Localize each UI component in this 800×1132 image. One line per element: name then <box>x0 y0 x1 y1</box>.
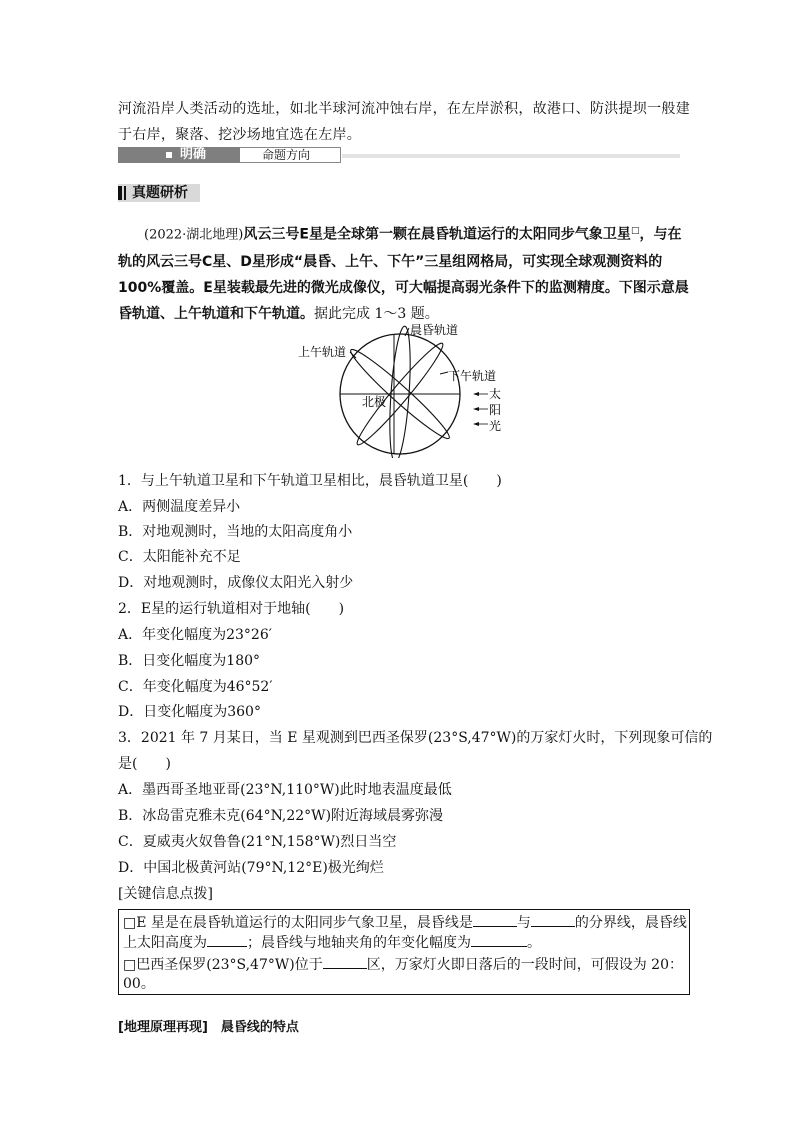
orbit-diagram <box>290 322 510 458</box>
q1-option-c: C．太阳能补充不足 <box>118 549 241 565</box>
question-2-stem: 2．E星的运行轨道相对于地轴( ) <box>118 601 345 617</box>
label-morning: 上午轨道 <box>298 345 347 359</box>
stem-bold: 风云三号E星是全球第一颗在晨昏轨道运行的太阳同步气象卫星 <box>243 226 631 243</box>
key-line-3-a: □巴西圣保罗(23°S,47°W)位于 <box>123 957 323 973</box>
key-line-1-c: 的分界线，晨昏线 <box>574 915 687 931</box>
blank-3 <box>207 932 247 947</box>
question-1-stem: 1．与上午轨道卫星和下午轨道卫星相比，晨昏轨道卫星( ) <box>118 473 502 489</box>
intro-paragraph: 河流沿岸人类活动的选址，如北半球河流冲蚀右岸，在左岸淤积，故港口、防洪提坝一般建于右岸，聚落、挖沙场地宜选在左岸。 <box>118 101 690 143</box>
key-line-1-b: 与 <box>516 915 531 931</box>
key-info-box <box>118 909 690 995</box>
key-line-2-c: 。 <box>527 935 541 951</box>
square-bullet-icon <box>166 152 172 158</box>
q1-option-a: A．两侧温度差异小 <box>118 499 241 515</box>
blank-4 <box>471 932 527 947</box>
sun-arrowhead-1 <box>473 392 479 396</box>
key-line-3-b: 区，万家灯火即日落后的一段时间，可假设为 20： <box>366 957 683 973</box>
label-sun-3: 光 <box>489 419 502 433</box>
question-3-stem-line1: 3．2021 年 7 月某日，当 E 星观测到巴西圣保罗(23°S,47°W)的万家灯火时，下列现象可信的 <box>118 730 713 746</box>
q3-option-a: A．墨西哥圣地亚哥(23°N,110°W)此时地表温度最低 <box>118 782 452 798</box>
stem-tail: 据此完成 1～3 题。 <box>314 305 439 322</box>
key-line-1 <box>123 912 687 933</box>
sun-arrowhead-2 <box>473 407 479 411</box>
sunlight-arrows <box>473 392 488 426</box>
principle-heading <box>118 1018 299 1038</box>
q3-option-c: C．夏威夷火奴鲁鲁(21°N,158°W)烈日当空 <box>118 834 397 850</box>
key-line-3 <box>123 954 687 975</box>
key-line-2-b: ；晨昏线与地轴夹角的年变化幅度为 <box>247 935 471 951</box>
label-afternoon: 下午轨道 <box>448 369 497 383</box>
q2-option-a: A．年变化幅度为23°26′ <box>118 627 272 643</box>
q3-option-d: D．中国北极黄河站(79°N,12°E)极光绚烂 <box>118 860 384 876</box>
q3-option-b: B．冰岛雷克雅未克(64°N,22°W)附近海域晨雾弥漫 <box>118 808 444 824</box>
banner-secondary-label: 命题方向 <box>262 148 311 162</box>
q1-option-d: D．对地观测时，成像仪太阳光入射少 <box>118 575 354 591</box>
question-stem <box>118 218 690 327</box>
heading-bar-icon-thin <box>124 186 126 200</box>
principle-title: 晨昏线的特点 <box>220 1020 299 1035</box>
q1-option-b: B．对地观测时，当地的太阳高度角小 <box>118 524 353 540</box>
label-dawn-dusk: 晨昏轨道 <box>410 323 459 337</box>
section-heading-label: 真题研析 <box>132 185 188 201</box>
footnote-mark: □ <box>630 226 640 236</box>
key-line-2-a: 上太阳高度为 <box>123 935 207 951</box>
blank-2 <box>531 912 575 927</box>
q2-option-b: B．日变化幅度为180° <box>118 653 261 669</box>
key-info-title: [关键信息点拨] <box>118 886 213 902</box>
heading-bar-icon <box>118 186 122 200</box>
stem-bold-rest: ，与在轨的风云三号C星、D星形成“晨昏、上午、下午”三星组网格局，可实现全球观测资料的100%覆盖。E星装载最先进的微光成像仪，可大幅提高弱光条件下的监测精度。下图示意晨昏轨道、上午轨道和下午轨道。 <box>118 226 689 322</box>
key-line-4: 00。 <box>123 976 155 992</box>
question-3-stem-line2: 是( ) <box>118 756 171 772</box>
label-sun-1: 太 <box>489 387 502 401</box>
key-line-2 <box>123 932 687 953</box>
key-line-1-a: □E 星是在晨昏轨道运行的太阳同步气象卫星，晨昏线是 <box>123 915 473 931</box>
section-heading <box>118 184 200 202</box>
principle-label: [地理原理再现] <box>118 1020 208 1035</box>
banner-secondary <box>240 147 341 163</box>
section-banner <box>118 147 680 163</box>
banner-rule <box>342 154 680 158</box>
q2-option-c: C．年变化幅度为46°52′ <box>118 679 273 695</box>
question-source: (2022·湖北地理) <box>144 227 244 243</box>
banner-primary-label: 明确 <box>180 147 207 162</box>
label-sun-2: 阳 <box>489 403 502 417</box>
label-north-pole: 北极 <box>362 395 387 409</box>
afternoon-leader <box>440 372 448 374</box>
blank-1 <box>473 912 517 927</box>
sun-arrowhead-3 <box>473 422 479 426</box>
banner-primary <box>118 147 240 163</box>
q2-option-d: D．日变化幅度为360° <box>118 704 261 720</box>
blank-5 <box>323 954 367 969</box>
